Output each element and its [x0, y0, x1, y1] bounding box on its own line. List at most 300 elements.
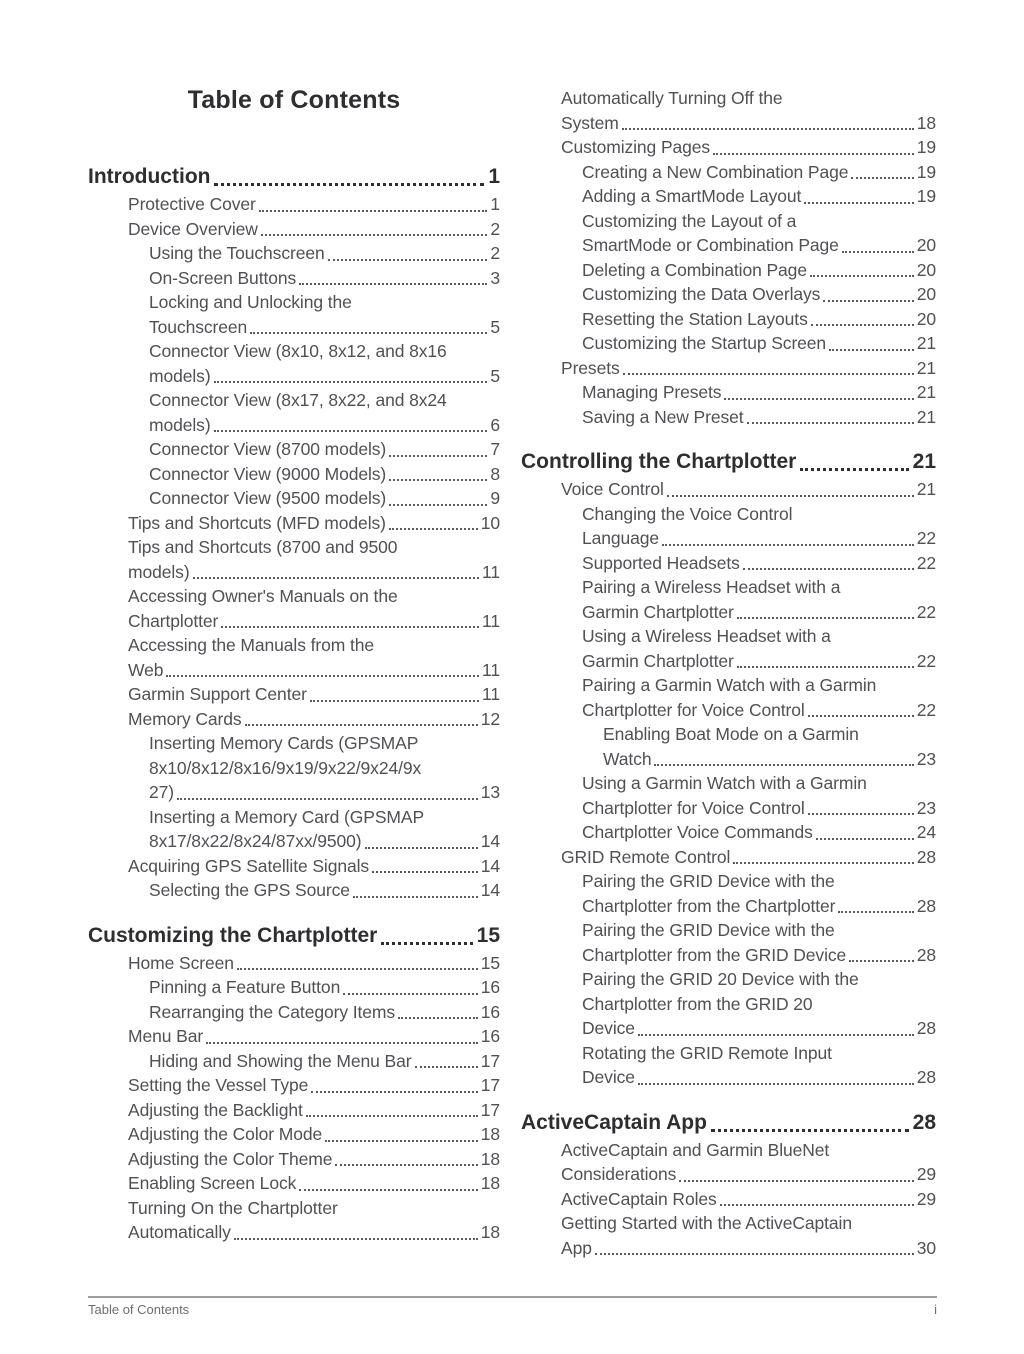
- toc-entry: [88, 290, 500, 339]
- toc-entry-text: Pairing a Garmin Watch with a Garmin: [582, 675, 877, 695]
- toc-entry-line: [521, 160, 936, 185]
- dot-leader: [389, 528, 478, 530]
- toc-entry-text: models): [149, 365, 211, 386]
- dot-leader: [622, 128, 914, 130]
- toc-entry-line: [521, 894, 936, 919]
- toc-page-number: 20: [916, 235, 936, 255]
- toc-entry-text: Automatically: [128, 1222, 231, 1242]
- toc-entry-line: [521, 918, 936, 943]
- toc-entry: [521, 869, 936, 918]
- toc-entry-text: Customizing the Layout of a: [582, 210, 797, 231]
- toc-entry-line: [521, 992, 936, 1017]
- toc-page-number: 7: [490, 439, 500, 459]
- toc-entry-line: [521, 1211, 936, 1236]
- toc-entry-line: [521, 722, 936, 747]
- toc-page-number: 14: [480, 855, 500, 876]
- toc-entry: [521, 405, 936, 430]
- toc-page-number: 11: [482, 684, 500, 704]
- dot-leader: [800, 468, 908, 471]
- toc-entry-line: [88, 682, 500, 707]
- toc-entry: [88, 951, 500, 976]
- dot-leader: [353, 896, 478, 898]
- toc-entry-text: Using a Wireless Headset with a: [582, 626, 831, 646]
- toc-entry-text: Rotating the GRID Remote Input: [582, 1042, 832, 1063]
- toc-page-number: 2: [490, 218, 500, 239]
- toc-page-number: 29: [916, 1164, 936, 1184]
- toc-entry-line: [88, 829, 500, 854]
- dot-leader: [214, 381, 488, 383]
- dot-leader: [851, 177, 913, 179]
- toc-entry: [88, 511, 500, 536]
- toc-entry-text: Tips and Shortcuts (MFD models): [128, 512, 386, 533]
- toc-entry-line: [88, 633, 500, 658]
- toc-page-number: 8: [490, 463, 500, 484]
- toc-entry-text: models): [128, 561, 190, 582]
- toc-entry-line: [521, 943, 936, 968]
- toc-entry-line: [521, 1107, 936, 1138]
- toc-page-number: 22: [916, 650, 936, 671]
- toc-page-number: 14: [480, 831, 500, 851]
- toc-page-number: 12: [480, 708, 500, 729]
- toc-entry: [88, 975, 500, 1000]
- toc-entry-text: Chartplotter for Voice Control: [582, 797, 805, 818]
- toc-page-number: 22: [916, 552, 936, 573]
- dot-leader: [306, 1115, 478, 1117]
- toc-entry-text: Customizing Pages: [561, 137, 711, 157]
- toc-entry: [521, 551, 936, 576]
- dot-leader: [849, 960, 914, 962]
- dot-leader: [415, 1066, 478, 1068]
- toc-entry-line: [88, 241, 500, 266]
- toc-entry: [521, 1211, 936, 1260]
- dot-leader: [234, 1238, 478, 1240]
- toc-entry: [88, 1122, 500, 1147]
- toc-entry-line: [88, 462, 500, 487]
- toc-entry-text: Connector View (9500 models): [149, 488, 387, 508]
- toc-page-number: 17: [480, 1075, 500, 1095]
- toc-entry-text: Deleting a Combination Page: [582, 259, 807, 280]
- toc-entry-line: [521, 282, 936, 307]
- toc-entry-line: [521, 1016, 936, 1041]
- toc-entry-text: Creating a New Combination Page: [582, 161, 849, 182]
- toc-entry-line: [521, 331, 936, 356]
- toc-entry: [88, 633, 500, 682]
- toc-page-number: 20: [916, 308, 936, 329]
- toc-entry-line: [521, 446, 936, 477]
- toc-entry-text: Using the Touchscreen: [149, 243, 325, 263]
- toc-entry-line: [88, 1000, 500, 1025]
- toc-page-number: 16: [480, 977, 500, 997]
- toc-entry-text: Chartplotter from the Chartplotter: [582, 895, 836, 916]
- toc-page-number: 18: [480, 1148, 500, 1169]
- toc-entry-text: Pairing the GRID Device with the: [582, 871, 835, 891]
- toc-entry: [88, 805, 500, 854]
- toc-entry-text: Home Screen: [128, 952, 234, 973]
- toc-entry-line: [521, 771, 936, 796]
- footer-section-label: Table of Contents: [88, 1302, 190, 1317]
- toc-entry: [88, 1024, 500, 1049]
- toc-page-number: 1: [490, 194, 500, 214]
- toc-section-heading: [521, 446, 936, 477]
- toc-entry-line: [521, 209, 936, 234]
- toc-entry-text: Using a Garmin Watch with a Garmin: [582, 773, 867, 793]
- toc-page-number: 18: [916, 112, 936, 133]
- toc-entry-line: [88, 975, 500, 1000]
- toc-page-number: 21: [916, 382, 936, 402]
- toc-entry-text: 27): [149, 782, 174, 802]
- toc-entry-line: [88, 951, 500, 976]
- toc-entry-text: Customizing the Chartplotter: [88, 923, 378, 947]
- toc-entry-line: [521, 1065, 936, 1090]
- dot-leader: [724, 398, 913, 400]
- dot-leader: [372, 871, 478, 873]
- dot-leader: [381, 942, 472, 945]
- toc-entry-text: 8x10/8x12/8x16/9x19/9x22/9x24/9x: [149, 757, 422, 778]
- toc-page-number: 19: [916, 161, 936, 182]
- toc-section-heading: [88, 161, 500, 192]
- toc-entry-line: [88, 535, 500, 560]
- toc-entry-text: Tips and Shortcuts (8700 and 9500: [128, 537, 398, 557]
- dot-leader: [842, 251, 914, 253]
- toc-page-number: 11: [482, 610, 500, 631]
- toc-entry-text: Voice Control: [561, 479, 664, 499]
- toc-entry-text: Accessing Owner's Manuals on the: [128, 586, 398, 606]
- toc-page-number: 21: [916, 357, 936, 378]
- toc-entry-text: Inserting Memory Cards (GPSMAP: [149, 733, 419, 753]
- toc-entry-line: [88, 437, 500, 462]
- toc-entry-line: [88, 1098, 500, 1123]
- toc-entry-line: [88, 266, 500, 291]
- dot-leader: [214, 430, 488, 432]
- toc-page-number: 9: [490, 488, 500, 508]
- dot-leader: [733, 862, 913, 864]
- toc-entry-line: [521, 356, 936, 381]
- dot-leader: [365, 847, 478, 849]
- toc-entry-line: [521, 600, 936, 625]
- toc-entry-text: ActiveCaptain and Garmin BlueNet: [561, 1139, 830, 1160]
- toc-entry-text: models): [149, 414, 211, 435]
- toc-entry-line: [521, 624, 936, 649]
- toc-entry-line: [88, 920, 500, 951]
- toc-entry: [521, 380, 936, 405]
- toc-entry-line: [88, 161, 500, 192]
- footer-page-number: i: [934, 1302, 937, 1317]
- toc-entry: [88, 486, 500, 511]
- toc-page-number: 1: [488, 165, 500, 188]
- toc-entry-line: [521, 502, 936, 527]
- toc-entry-text: 8x17/8x22/8x24/87xx/9500): [149, 831, 362, 851]
- toc-entry-line: [521, 405, 936, 430]
- toc-entry: [88, 535, 500, 584]
- toc-entry: [88, 707, 500, 732]
- toc-entry: [521, 184, 936, 209]
- toc-entry-text: Device: [582, 1018, 635, 1038]
- toc-entry-line: [521, 1236, 936, 1261]
- toc-page-number: 20: [916, 259, 936, 280]
- toc-entry-text: ActiveCaptain Roles: [561, 1188, 717, 1209]
- toc-entry-text: Turning On the Chartplotter: [128, 1197, 338, 1218]
- toc-entry-text: Language: [582, 528, 660, 548]
- toc-section-heading: [88, 920, 500, 951]
- toc-entry-text: Chartplotter from the GRID 20: [582, 993, 813, 1014]
- toc-entry-text: Hiding and Showing the Menu Bar: [149, 1050, 412, 1071]
- toc-entry: [521, 722, 936, 771]
- toc-entry-line: [88, 413, 500, 438]
- toc-entry-text: Considerations: [561, 1164, 677, 1184]
- toc-entry-text: Device Overview: [128, 218, 258, 239]
- toc-entry-text: ActiveCaptain App: [521, 1110, 707, 1134]
- toc-page-number: 19: [916, 186, 936, 206]
- toc-entry-text: SmartMode or Combination Page: [582, 235, 839, 255]
- toc-entry-text: Adjusting the Color Theme: [128, 1148, 333, 1169]
- toc-entry-line: [88, 339, 500, 364]
- toc-entry-text: Garmin Chartplotter: [582, 650, 734, 671]
- toc-entry-text: Connector View (8x10, 8x12, and 8x16: [149, 341, 447, 361]
- toc-entry-text: On-Screen Buttons: [149, 267, 297, 288]
- toc-page-number: 21: [916, 479, 936, 499]
- toc-page-number: 24: [916, 822, 936, 842]
- toc-entry-text: Automatically Turning Off the: [561, 88, 783, 108]
- toc-entry: [88, 1147, 500, 1172]
- toc-entry-line: [521, 796, 936, 821]
- toc-page-number: 14: [480, 880, 500, 900]
- toc-page-number: 21: [916, 333, 936, 353]
- toc-page-number: 16: [480, 1001, 500, 1022]
- toc-entry: [521, 282, 936, 307]
- dot-leader: [747, 422, 914, 424]
- toc-page-number: 28: [912, 1110, 936, 1134]
- toc-entry-line: [88, 878, 500, 903]
- toc-entry: [88, 241, 500, 266]
- dot-leader: [638, 1083, 914, 1085]
- toc-entry: [521, 502, 936, 551]
- toc-entry-line: [88, 658, 500, 683]
- toc-entry-text: Watch: [603, 748, 652, 769]
- dot-leader: [737, 617, 914, 619]
- toc-entry-line: [521, 747, 936, 772]
- dot-leader: [804, 202, 913, 204]
- toc-page-number: 28: [916, 846, 936, 867]
- toc-entry-text: Memory Cards: [128, 708, 242, 729]
- toc-entry-line: [88, 388, 500, 413]
- toc-entry-line: [88, 560, 500, 585]
- dot-leader: [335, 1164, 477, 1166]
- toc-entry: [521, 845, 936, 870]
- toc-page-number: 29: [916, 1188, 936, 1209]
- toc-entry-line: [521, 869, 936, 894]
- toc-entry-line: [521, 1138, 936, 1163]
- toc-entry-text: Connector View (9000 Models): [149, 463, 387, 484]
- toc-page-number: 17: [480, 1099, 500, 1120]
- dot-leader: [743, 568, 914, 570]
- dot-leader: [711, 1129, 909, 1132]
- toc-entry-text: Menu Bar: [128, 1026, 204, 1046]
- toc-entry-line: [88, 217, 500, 242]
- toc-entry-text: Connector View (8x17, 8x22, and 8x24: [149, 390, 447, 410]
- toc-page-number: 10: [480, 512, 500, 533]
- toc-entry-line: [88, 1147, 500, 1172]
- toc-entry-text: Supported Headsets: [582, 552, 740, 573]
- toc-entry-text: Resetting the Station Layouts: [582, 308, 808, 329]
- toc-entry-text: Adjusting the Color Mode: [128, 1124, 323, 1144]
- toc-entry-text: Rearranging the Category Items: [149, 1001, 396, 1022]
- toc-entry: [521, 160, 936, 185]
- toc-page-number: 13: [480, 782, 500, 802]
- toc-entry-text: Controlling the Chartplotter: [521, 450, 797, 473]
- toc-entry: [521, 331, 936, 356]
- toc-entry: [88, 388, 500, 437]
- dot-leader: [595, 1253, 914, 1255]
- toc-entry-line: [88, 511, 500, 536]
- toc-entry-line: [88, 290, 500, 315]
- toc-entry-line: [88, 805, 500, 830]
- toc-entry: [88, 192, 500, 217]
- toc-entry-text: Garmin Support Center: [128, 684, 307, 704]
- toc-page-number: 23: [916, 748, 936, 769]
- dot-leader: [829, 349, 914, 351]
- toc-entry: [88, 1098, 500, 1123]
- toc-entry: [88, 266, 500, 291]
- toc-entry: [521, 209, 936, 258]
- toc-entry-text: App: [561, 1237, 592, 1258]
- dot-leader: [299, 283, 487, 285]
- dot-leader: [838, 911, 913, 913]
- toc-entry-line: [88, 1171, 500, 1196]
- toc-entry-line: [88, 1073, 500, 1098]
- dot-leader: [214, 183, 484, 186]
- toc-page-number: 2: [490, 243, 500, 263]
- toc-page-number: 16: [480, 1026, 500, 1046]
- toc-entry-text: Connector View (8700 models): [149, 439, 387, 459]
- dot-leader: [299, 1189, 477, 1191]
- toc-entry-text: Pairing the GRID 20 Device with the: [582, 969, 859, 989]
- toc-entry-text: Web: [128, 659, 164, 680]
- dot-leader: [261, 234, 488, 236]
- toc-entry-line: [88, 1220, 500, 1245]
- dot-leader: [811, 324, 914, 326]
- toc-entry-line: [521, 698, 936, 723]
- toc-entry-text: Enabling Screen Lock: [128, 1173, 297, 1193]
- toc-entry-text: Pinning a Feature Button: [149, 977, 341, 997]
- toc-entry: [88, 682, 500, 707]
- toc-page-number: 21: [916, 406, 936, 427]
- toc-page-number: 28: [916, 1018, 936, 1038]
- dot-leader: [206, 1042, 478, 1044]
- toc-entry: [88, 1049, 500, 1074]
- toc-entry: [521, 820, 936, 845]
- toc-page-number: 6: [490, 414, 500, 435]
- toc-entry: [521, 135, 936, 160]
- toc-entry: [521, 575, 936, 624]
- toc-entry: [88, 878, 500, 903]
- toc-column-right: [521, 86, 936, 1260]
- toc-page-number: 28: [916, 895, 936, 916]
- dot-leader: [638, 1034, 914, 1036]
- toc-page-number: 22: [916, 699, 936, 720]
- toc-entry: [521, 477, 936, 502]
- page-title: Table of Contents: [187, 86, 401, 114]
- toc-entry-line: [521, 258, 936, 283]
- dot-leader: [816, 838, 914, 840]
- dot-leader: [808, 813, 914, 815]
- toc-page-number: 22: [916, 601, 936, 622]
- toc-page-number: 5: [490, 365, 500, 386]
- toc-entry-line: [88, 1122, 500, 1147]
- toc-entry-text: Chartplotter Voice Commands: [582, 822, 813, 842]
- toc-entry-line: [88, 1049, 500, 1074]
- toc-entry-text: Selecting the GPS Source: [149, 880, 350, 900]
- dot-leader: [328, 259, 488, 261]
- toc-entry-text: Garmin Chartplotter: [582, 601, 734, 622]
- toc-entry-line: [88, 486, 500, 511]
- dot-leader: [810, 275, 914, 277]
- toc-page-number: 11: [482, 659, 500, 680]
- toc-entry: [521, 307, 936, 332]
- toc-entry-text: Device: [582, 1067, 635, 1087]
- toc-page-number: 23: [916, 797, 936, 818]
- toc-entry: [521, 86, 936, 135]
- toc-entry: [88, 854, 500, 879]
- toc-page-number: 18: [480, 1173, 500, 1193]
- toc-entry-text: Acquiring GPS Satellite Signals: [128, 855, 370, 876]
- toc-entry-text: Customizing the Startup Screen: [582, 333, 827, 353]
- toc-entry: [521, 624, 936, 673]
- toc-entry-line: [88, 707, 500, 732]
- toc-entry: [88, 1171, 500, 1196]
- toc-entry-line: [88, 192, 500, 217]
- toc-entry-text: Introduction: [88, 165, 211, 188]
- toc-entry-line: [521, 1162, 936, 1187]
- dot-leader: [193, 577, 479, 579]
- dot-leader: [250, 332, 487, 334]
- toc-entry-text: Chartplotter: [128, 610, 219, 631]
- toc-entry-line: [521, 1041, 936, 1066]
- toc-entry: [88, 217, 500, 242]
- toc-section-heading: [521, 1107, 936, 1138]
- toc-entry-line: [521, 820, 936, 845]
- toc-entry: [521, 1138, 936, 1187]
- toc-entry-text: Managing Presets: [582, 382, 722, 402]
- toc-entry-line: [88, 1024, 500, 1049]
- toc-entry-line: [521, 477, 936, 502]
- toc-page-number: 3: [490, 267, 500, 288]
- toc-entry-line: [521, 135, 936, 160]
- toc-entry-line: [521, 184, 936, 209]
- page-footer: [88, 1296, 937, 1317]
- toc-entry-text: Enabling Boat Mode on a Garmin: [603, 724, 859, 744]
- toc-page-number: 28: [916, 944, 936, 965]
- dot-leader: [737, 666, 914, 668]
- toc-entry-line: [88, 854, 500, 879]
- toc-entry: [88, 462, 500, 487]
- toc-entry-line: [521, 673, 936, 698]
- toc-page-number: 18: [480, 1222, 500, 1242]
- toc-entry-line: [88, 1196, 500, 1221]
- toc-page-number: 18: [480, 1124, 500, 1144]
- toc-entry-line: [88, 364, 500, 389]
- toc-page-number: 5: [490, 316, 500, 337]
- toc-entry-line: [521, 845, 936, 870]
- dot-leader: [720, 1204, 914, 1206]
- toc-entry-line: [88, 756, 500, 781]
- toc-entry: [521, 258, 936, 283]
- toc-entry-text: Chartplotter from the GRID Device: [582, 944, 847, 965]
- toc-page-number: 30: [916, 1237, 936, 1258]
- toc-entry: [88, 437, 500, 462]
- toc-entry-line: [88, 584, 500, 609]
- dot-leader: [237, 968, 478, 970]
- toc-entry: [521, 1187, 936, 1212]
